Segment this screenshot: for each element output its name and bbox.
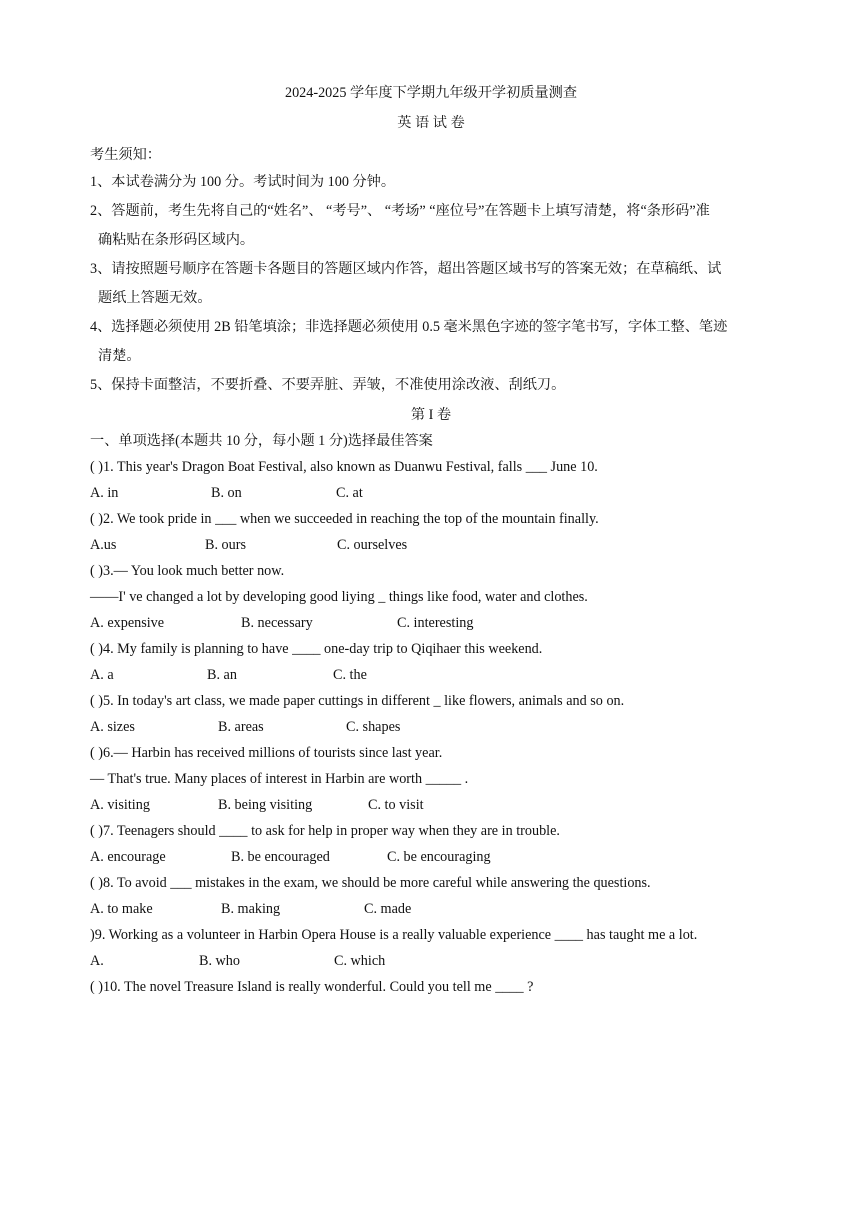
option-b[interactable]: B. an: [207, 667, 237, 683]
option-a[interactable]: A.us: [90, 537, 117, 553]
option-c[interactable]: C. at: [336, 485, 363, 501]
option-a[interactable]: A. visiting: [90, 797, 150, 813]
option-c[interactable]: C. the: [333, 667, 367, 683]
answer-options: [90, 844, 772, 870]
question-dialogue-line: ——I' ve changed a lot by developing good liying _ things like food, water and clothes.: [90, 589, 588, 605]
option-b[interactable]: B. on: [211, 485, 242, 501]
note-item-1: [90, 168, 772, 197]
question-stem: ( )3.— You look much better now.: [90, 563, 285, 579]
note-line-continued: 清楚。: [98, 348, 141, 364]
answer-options: [90, 896, 772, 922]
question-list: [90, 454, 772, 1000]
question-stem: ( )4. My family is planning to have ____ one-day trip to Qiqihaer this weekend.: [90, 641, 543, 657]
note-line: 3、请按照题号顺序在答题卡各题目的答题区域内作答，超出答题区域书写的答案无效；在草稿纸、试: [90, 261, 722, 277]
note-item-2: [90, 197, 772, 255]
answer-options: [90, 662, 772, 688]
note-item-3: [90, 255, 772, 313]
option-b[interactable]: B. be encouraged: [231, 849, 330, 865]
answer-options: [90, 532, 772, 558]
option-b[interactable]: B. necessary: [241, 615, 313, 631]
option-a[interactable]: A.: [90, 953, 104, 969]
option-b[interactable]: B. areas: [218, 719, 264, 735]
option-a[interactable]: A. sizes: [90, 719, 135, 735]
option-c[interactable]: C. made: [364, 901, 412, 917]
option-a[interactable]: A. encourage: [90, 849, 166, 865]
option-c[interactable]: C. to visit: [368, 797, 424, 813]
exam-subtitle: 英 语 试 卷: [397, 115, 465, 131]
option-c[interactable]: C. be encouraging: [387, 849, 491, 865]
option-a[interactable]: A. expensive: [90, 615, 165, 631]
option-b[interactable]: B. who: [199, 953, 240, 969]
option-a[interactable]: A. in: [90, 485, 119, 501]
question-stem: ( )10. The novel Treasure Island is really wonderful. Could you tell me ____ ?: [90, 979, 534, 995]
exam-title: 2024-2025 学年度下学期九年级开学初质量测查: [284, 85, 578, 101]
option-b[interactable]: B. being visiting: [218, 797, 313, 813]
note-line-continued: 题纸上答题无效。: [98, 290, 212, 306]
question-stem: ( )7. Teenagers should ____ to ask for help in proper way when they are in trouble.: [90, 823, 560, 839]
note-line: 4、选择题必须使用 2B 铅笔填涂；非选择题必须使用 0.5 毫米黑色字迹的签字笔书写，字体工整、笔迹: [90, 319, 728, 335]
answer-options: [90, 714, 772, 740]
section-heading: 一、单项选择(本题共 10 分，每小题 1 分)选择最佳答案: [90, 433, 433, 449]
option-c[interactable]: C. ourselves: [337, 537, 408, 553]
option-a[interactable]: A. to make: [90, 901, 153, 917]
option-c[interactable]: C. interesting: [397, 615, 474, 631]
option-b[interactable]: B. ours: [205, 537, 246, 553]
notes-heading: 考生须知：: [90, 147, 161, 163]
note-line: 2、答题前，考生先将自己的“姓名”、 “考号”、 “考场” “座位号”在答题卡上填写清楚，将“条形码”准: [90, 203, 710, 219]
answer-options: [90, 948, 772, 974]
question-stem: )9. Working as a volunteer in Harbin Opera House is a really valuable experience ____ has taught me a lot.: [90, 927, 698, 943]
note-item-4: [90, 313, 772, 371]
note-line-continued: 确粘贴在条形码区域内。: [98, 232, 255, 248]
question-stem: ( )2. We took pride in ___ when we succeeded in reaching the top of the mountain finally.: [90, 511, 599, 527]
question-dialogue-line: — That's true. Many places of interest in Harbin are worth _____ .: [90, 771, 469, 787]
answer-options: [90, 792, 772, 818]
option-b[interactable]: B. making: [221, 901, 281, 917]
section-part-label: 第 I 卷: [410, 407, 452, 423]
option-a[interactable]: A. a: [90, 667, 114, 683]
question-stem: ( )6.— Harbin has received millions of tourists since last year.: [90, 745, 443, 761]
answer-options: [90, 610, 772, 636]
answer-options: [90, 480, 772, 506]
question-stem: ( )5. In today's art class, we made paper cuttings in different _ like flowers, animals and so on.: [90, 693, 625, 709]
option-c[interactable]: C. shapes: [346, 719, 401, 735]
question-stem: ( )1. This year's Dragon Boat Festival, also known as Duanwu Festival, falls ___ June 10.: [90, 459, 598, 475]
note-line: 1、本试卷满分为 100 分。考试时间为 100 分钟。: [90, 174, 396, 190]
question-stem: ( )8. To avoid ___ mistakes in the exam, we should be more careful while answering the questions.: [90, 875, 651, 891]
note-line: 5、保持卡面整洁，不要折叠、不要弄脏、弄皱，不准使用涂改液、刮纸刀。: [90, 377, 566, 393]
note-item-5: [90, 371, 772, 400]
option-c[interactable]: C. which: [334, 953, 386, 969]
notes-list: [90, 168, 772, 400]
